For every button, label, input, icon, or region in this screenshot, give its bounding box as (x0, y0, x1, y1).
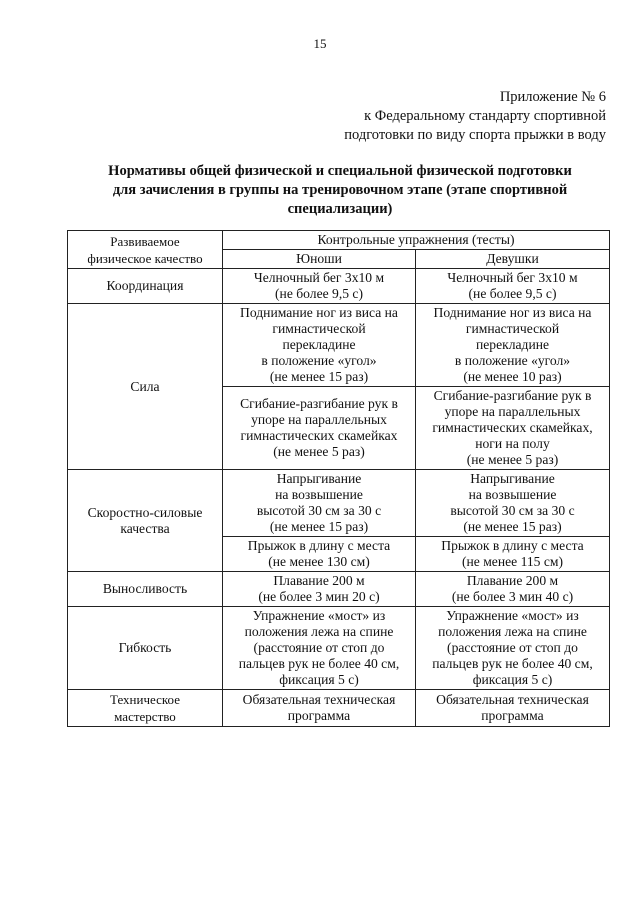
coordination-girls: Челночный бег 3x10 м (не более 9,5 с) (416, 269, 610, 304)
speed-strength-test2-boys: Прыжок в длину с места (не менее 130 см) (223, 537, 416, 572)
title-line-1: Нормативы общей физической и специальной физической подготовки (108, 163, 572, 179)
speed-strength-test2-girls: Прыжок в длину с места (не менее 115 см) (416, 537, 610, 572)
speed-strength-test1-girls: Напрыгивание на возвышение высотой 30 см за 30 с (не менее 15 раз) (416, 470, 610, 537)
quality-endurance: Выносливость (68, 572, 223, 607)
quality-technique: Техническое мастерство (68, 690, 223, 727)
table-header-row (68, 231, 610, 250)
strength-test1-boys: Поднимание ног из виса на гимнастической перекладине в положение «угол» (не менее 15 раз) (223, 304, 416, 387)
table-row (68, 607, 610, 690)
document-title (70, 162, 610, 219)
table-row (68, 470, 610, 537)
appendix-line-1: Приложение № 6 (499, 89, 606, 105)
technique-girls: Обязательная техническая программа (416, 690, 610, 727)
quality-flexibility: Гибкость (68, 607, 223, 690)
flexibility-boys: Упражнение «мост» из положения лежа на спине (расстояние от стоп до пальцев рук не более 40 см, фиксация 5 с) (223, 607, 416, 690)
table-row (68, 304, 610, 387)
page-number: 15 (313, 36, 327, 51)
strength-test2-boys: Сгибание-разгибание рук в упоре на параллельных гимнастических скамейках (не менее 5 раз) (223, 387, 416, 470)
flexibility-girls: Упражнение «мост» из положения лежа на спине (расстояние от стоп до пальцев рук не более 40 см, фиксация 5 с) (416, 607, 610, 690)
quality-strength: Сила (68, 304, 223, 470)
standards-table (67, 230, 610, 727)
endurance-girls: Плавание 200 м (не более 3 мин 40 с) (416, 572, 610, 607)
appendix-line-2: к Федеральному стандарту спортивной (364, 108, 606, 124)
coordination-boys: Челночный бег 3x10 м (не более 9,5 с) (223, 269, 416, 304)
header-quality: Развиваемое физическое качество (68, 231, 223, 269)
title-line-3: специализации) (287, 201, 393, 217)
appendix-reference (306, 88, 606, 145)
technique-boys: Обязательная техническая программа (223, 690, 416, 727)
header-tests: Контрольные упражнения (тесты) (223, 231, 610, 250)
strength-test1-girls: Поднимание ног из виса на гимнастической перекладине в положение «угол» (не менее 10 раз) (416, 304, 610, 387)
appendix-line-3: подготовки по виду спорта прыжки в воду (344, 127, 606, 143)
header-girls: Девушки (416, 250, 610, 269)
quality-coordination: Координация (68, 269, 223, 304)
header-boys: Юноши (223, 250, 416, 269)
title-line-2: для зачисления в группы на тренировочном этапе (этапе спортивной (112, 182, 568, 198)
quality-speed-strength: Скоростно-силовые качества (68, 470, 223, 572)
endurance-boys: Плавание 200 м (не более 3 мин 20 с) (223, 572, 416, 607)
strength-test2-girls: Сгибание-разгибание рук в упоре на параллельных гимнастических скамейках, ноги на полу (не менее 5 раз) (416, 387, 610, 470)
speed-strength-test1-boys: Напрыгивание на возвышение высотой 30 см за 30 с (не менее 15 раз) (223, 470, 416, 537)
table-row (68, 572, 610, 607)
table-row (68, 690, 610, 727)
table-row (68, 269, 610, 304)
